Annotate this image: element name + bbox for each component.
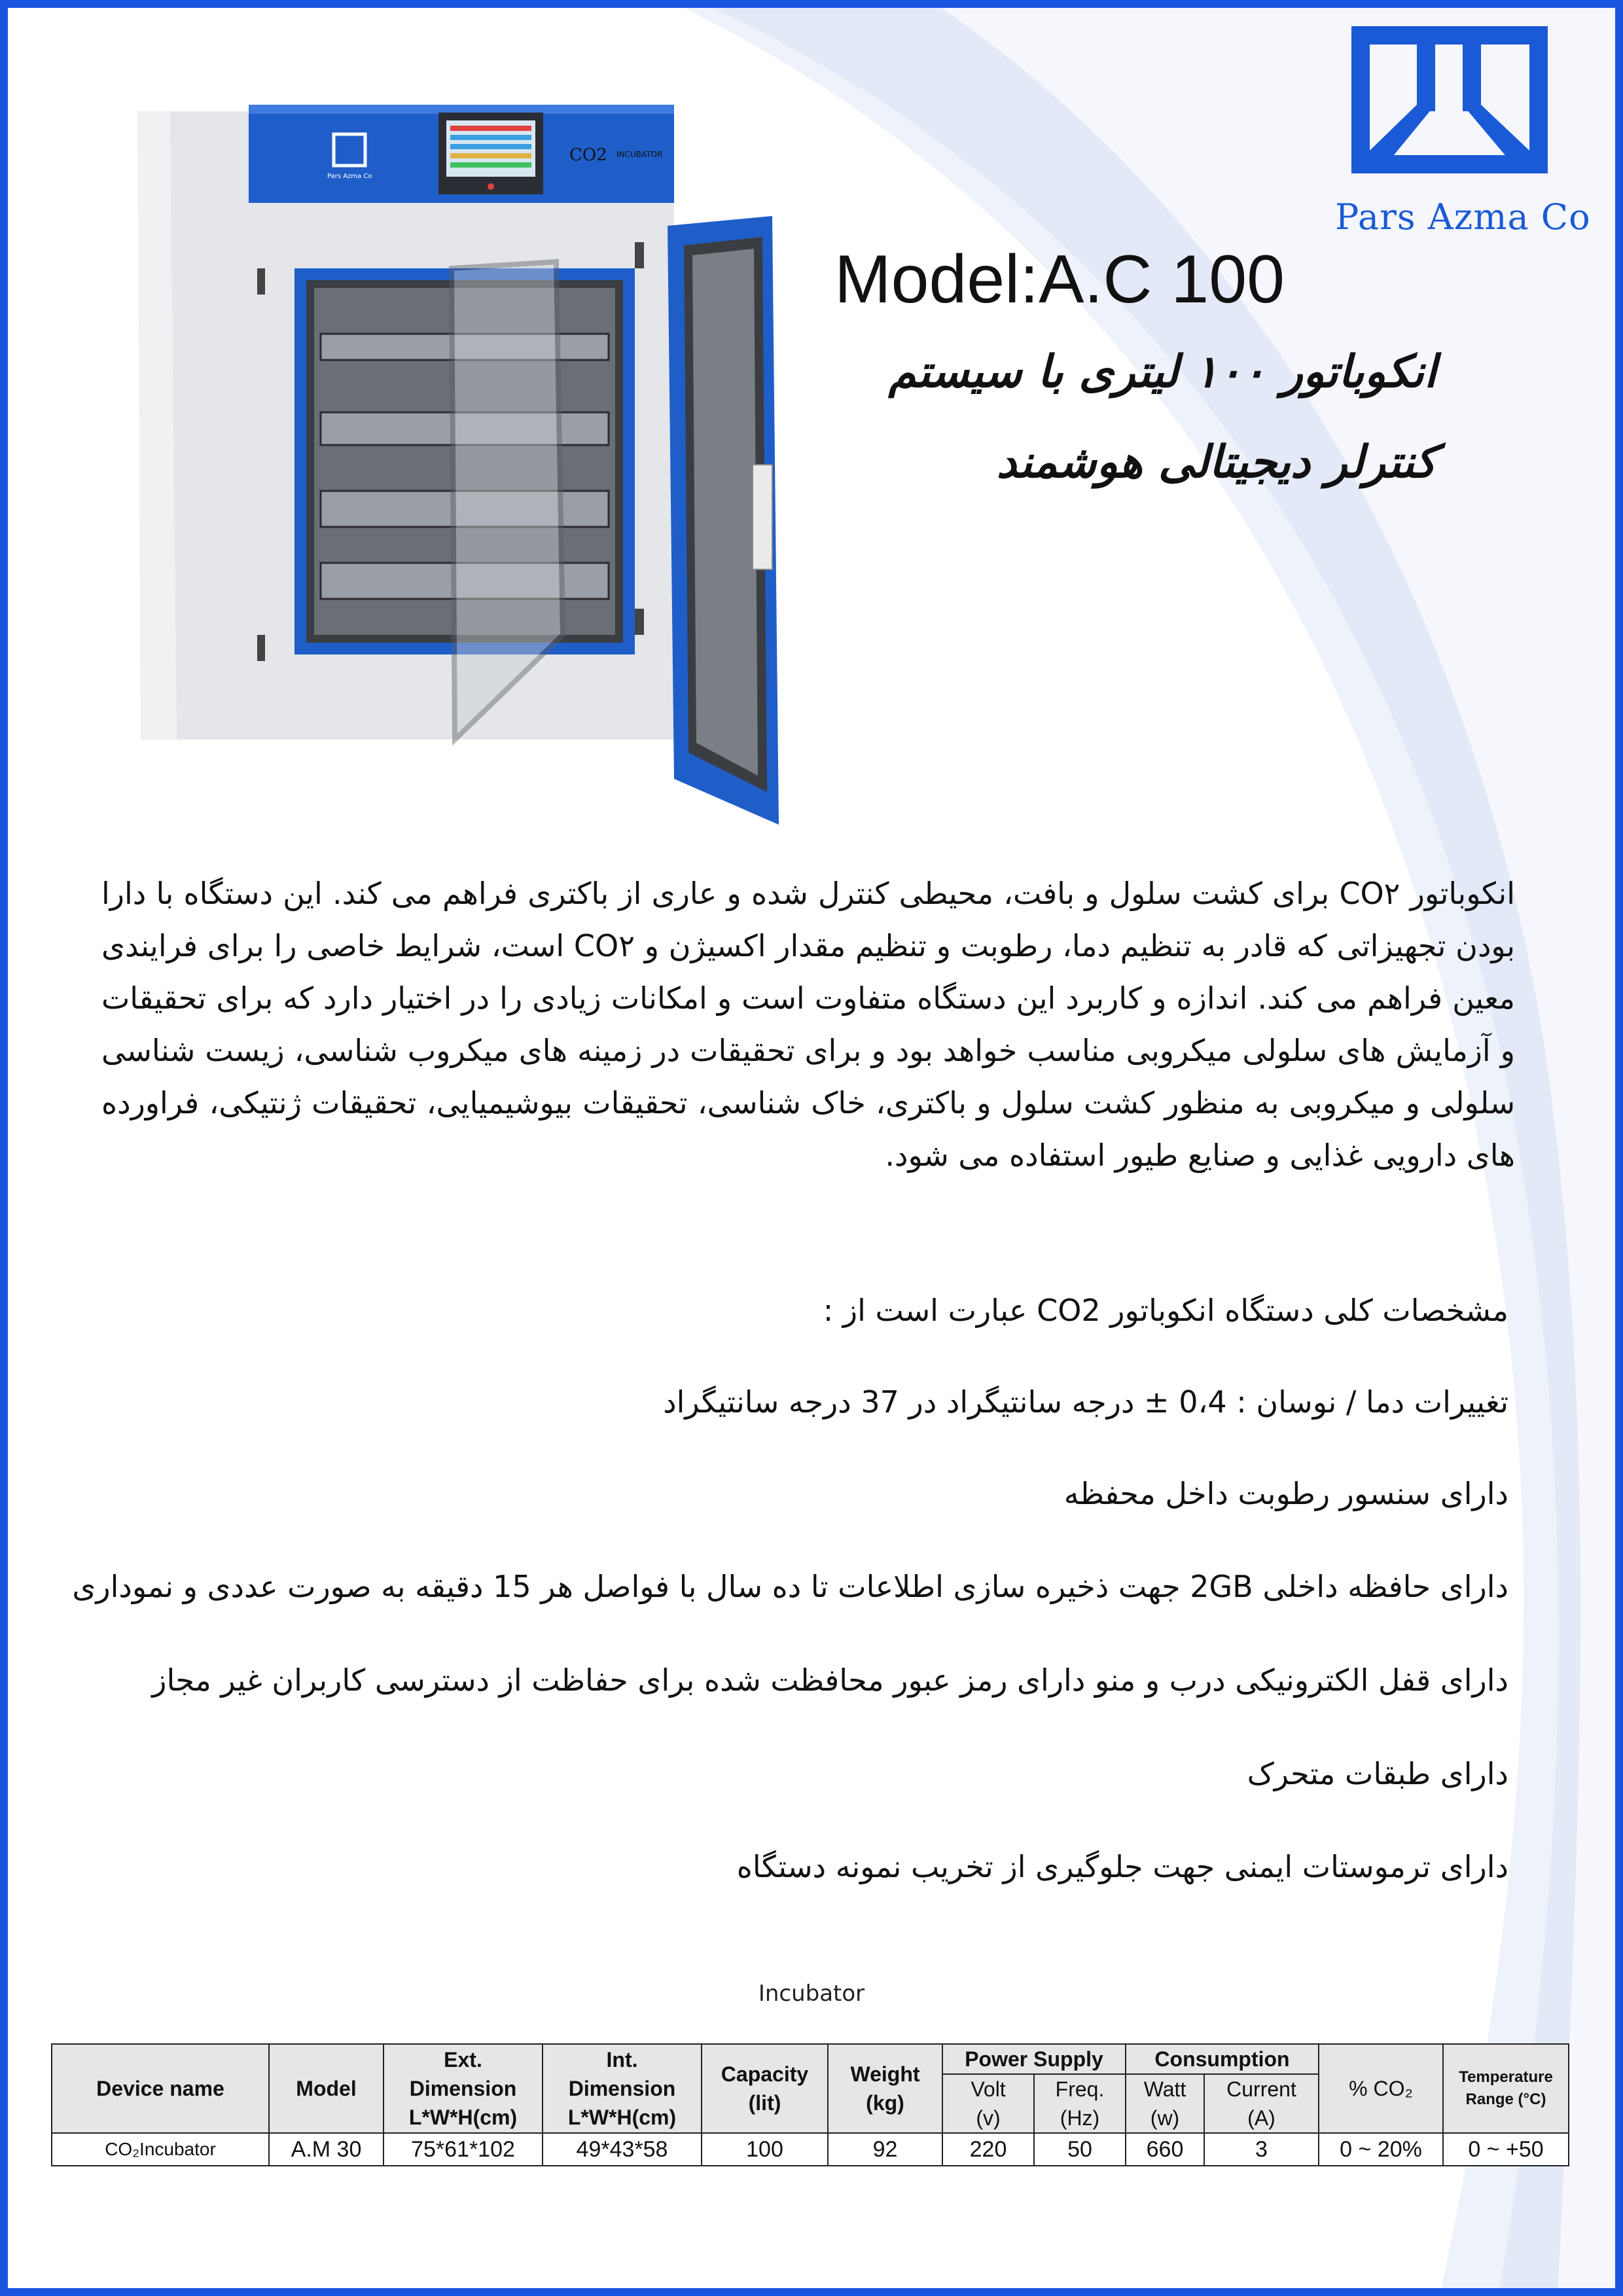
cell-capacity: 100: [702, 2133, 828, 2166]
header-ext-dimension: Ext. Dimension L*W*H(cm): [383, 2044, 543, 2133]
co2-incubator-image: [124, 98, 818, 825]
header-weight: Weight (kg): [828, 2044, 942, 2133]
cell-freq: 50: [1034, 2133, 1126, 2166]
specifications-table: [51, 2043, 1569, 2166]
company-name: Pars Azma Co: [1335, 196, 1591, 238]
header-watt: Watt (w): [1126, 2074, 1204, 2133]
product-heading-line-1: انکوباتور ۱۰۰ لیتری با سیستم: [888, 346, 1436, 398]
product-heading-line-2: کنترلر دیجیتالی هوشمند: [996, 437, 1436, 488]
table-caption: Incubator: [758, 1981, 865, 2007]
cell-device-name: CO₂Incubator: [52, 2133, 269, 2166]
spec-item: تغییرات دما / نوسان : 0،4 ± درجه سانتیگراد در 37 درجه سانتیگراد: [663, 1384, 1508, 1420]
header-model: Model: [269, 2044, 383, 2133]
svg-text:Pars Azma Co: Pars Azma Co: [327, 173, 372, 180]
svg-text:INCUBATOR: INCUBATOR: [616, 150, 663, 159]
spec-item: دارای قفل الکترونیکی درب و منو دارای رمز عبور محافظت شده برای حفاظت از دسترسی کاربران غیر مجاز: [152, 1662, 1508, 1698]
header-int-dimension: Int. Dimension L*W*H(cm): [543, 2044, 702, 2133]
company-logo: [1335, 20, 1591, 238]
table-row: [52, 2133, 1569, 2166]
header-capacity: Capacity (lit): [702, 2044, 828, 2133]
cell-volt: 220: [942, 2133, 1034, 2166]
product-heading: [717, 327, 1436, 508]
spec-item: دارای ترموستات ایمنی جهت جلوگیری از تخریب نمونه دستگاه: [736, 1849, 1508, 1884]
spec-item: دارای حافظه داخلی 2GB جهت ذخیره سازی اطلاعات تا ده سال با فواصل هر 15 دقیقه به صورت عددی و نموداری: [72, 1569, 1508, 1604]
header-device-name: Device name: [52, 2044, 269, 2133]
svg-text:CO2: CO2: [569, 145, 607, 165]
cell-temperature: 0 ~ +50: [1443, 2133, 1569, 2166]
header-co2: % CO₂: [1319, 2044, 1443, 2133]
spec-item: دارای طبقات متحرک: [1247, 1756, 1508, 1791]
cell-model: A.M 30: [269, 2133, 383, 2166]
cell-watt: 660: [1126, 2133, 1204, 2166]
header-consumption: Consumption: [1126, 2044, 1319, 2074]
spec-item: دارای سنسور رطوبت داخل محفظه: [1063, 1476, 1508, 1511]
cell-current: 3: [1204, 2133, 1319, 2166]
cell-int-dimension: 49*43*58: [543, 2133, 702, 2166]
specs-intro: مشخصات کلی دستگاه انکوباتور CO2 عبارت است از :: [823, 1293, 1508, 1328]
model-title: Model:A.C 100: [834, 242, 1285, 317]
cell-weight: 92: [828, 2133, 942, 2166]
table-header-row: [52, 2044, 1569, 2074]
intro-paragraph: انکوباتور CO۲ برای کشت سلول و بافت، محیطی کنترل شده و عاری از باکتری فراهم می کند. این دستگاه با دارا بودن تجهیزاتی که قادر به تنظیم دما، رطوبت و تنظیم مقدار اکسیژن و CO۲ است، شرایط خاصی را برای فرایندی معین فراهم می کند. اندازه و کاربرد این دستگاه متفاوت است و امکانات زیادی را در اختیار دارد که برای تحقیقات و آزمایش های سلولی میکروبی مناسب خواهد بود و برای تحقیقات در زمینه های میکروب شناسی، زیست شناسی سلولی و میکروبی به منظور کشت سلول و باکتری، خاک شناسی، تحقیقات بیوشیمیایی، تحقیقات ژنتیکی، فراورده های دارویی غذایی و صنایع طیور استفاده می شود.: [101, 876, 1515, 1173]
pars-azma-logo-mark: [1345, 20, 1554, 177]
cell-co2: 0 ~ 20%: [1319, 2133, 1443, 2166]
header-freq: Freq. (Hz): [1034, 2074, 1126, 2133]
cell-ext-dimension: 75*61*102: [383, 2133, 543, 2166]
header-current: Current (A): [1204, 2074, 1319, 2133]
header-temperature-range: Temperature Range (°C): [1443, 2044, 1569, 2133]
header-power-supply: Power Supply: [942, 2044, 1126, 2074]
header-volt: Volt (v): [942, 2074, 1034, 2133]
